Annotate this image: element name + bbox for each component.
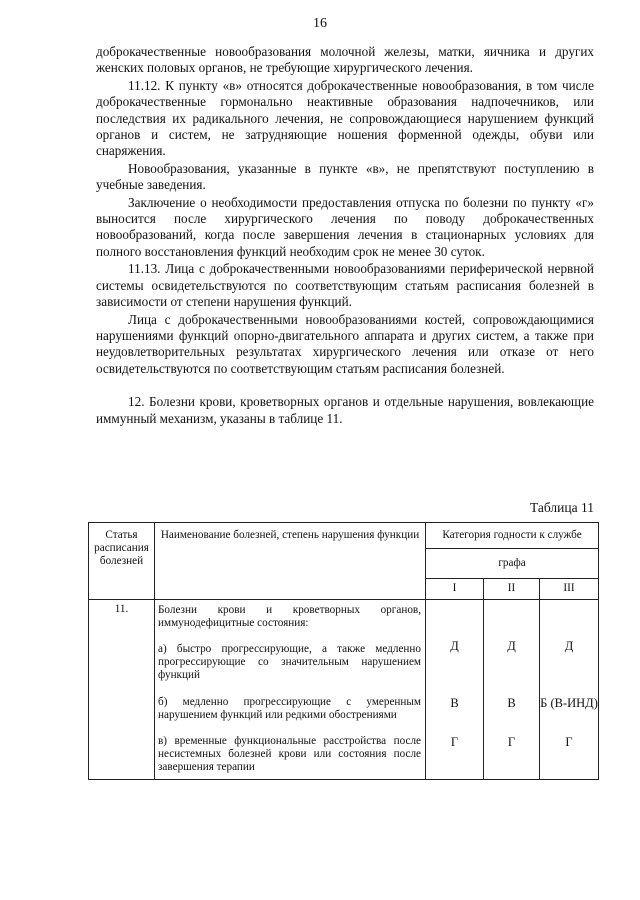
category-column-3	[540, 599, 599, 779]
header-graph: графа	[426, 549, 599, 579]
body-text	[96, 44, 594, 428]
header-column-1: I	[426, 579, 484, 599]
table-header-row	[89, 523, 599, 549]
diagnosis-item: а) быстро прогрессирующие, а также медленно прогрессирующие со значительным нарушением функций	[158, 643, 421, 682]
paragraph: 11.12. К пункту «в» относятся доброкачественные новообразования, в том числе доброкачественные гормонально неактивные образования надпочечников, или последствия их радикального лечения, не сопровождающиеся нарушением функций органов и систем, не затрудняющие ношения форменной одежды, обуви или снаряжения.	[96, 77, 594, 159]
category-column-1	[426, 599, 484, 779]
paragraph: Заключение о необходимости предоставления отпуска по болезни по пункту «г» выносится после хирургического лечения по поводу доброкачественных новообразований, когда после завершения лечения в стационарных условиях для полного восстановления функций необходим срок не менее 30 суток.	[96, 194, 594, 259]
diagnosis-item: Болезни крови и кроветворных органов, иммунодефицитные состояния:	[158, 603, 421, 629]
paragraph: 11.13. Лица с доброкачественными новообразованиями периферической нервной системы освидетельствуются по соответствующим статьям расписания болезней в зависимости от степени нарушения функций.	[96, 261, 594, 310]
header-column-2: II	[484, 579, 540, 599]
table-caption: Таблица 11	[530, 500, 594, 515]
disease-table	[88, 522, 599, 780]
header-article: Статья расписания болезней	[89, 523, 155, 600]
category-value: Б (В-ИНД)	[540, 695, 598, 710]
category-value: В	[450, 695, 459, 710]
category-value: Г	[565, 735, 573, 750]
header-disease-name: Наименование болезней, степень нарушения функции	[155, 523, 426, 600]
paragraph: Лица с доброкачественными новообразованиями костей, сопровождающимися нарушениями функций опорно-двигательного аппарата и других систем, а также при неудовлетворительных результатах хирургического лечения или отказе от него освидетельствуются по соответствующим статьям расписания болезней.	[96, 311, 594, 376]
header-category: Категория годности к службе	[426, 523, 599, 549]
article-number: 11.	[89, 599, 155, 779]
category-value: Д	[507, 638, 516, 653]
paragraph: Новообразования, указанные в пункте «в», не препятствуют поступлению в учебные заведения.	[96, 160, 594, 193]
category-value: Г	[507, 735, 516, 750]
diagnosis-item: б) медленно прогрессирующие с умеренным нарушением функций или редкими обострениями	[158, 695, 421, 721]
paragraph: доброкачественные новообразования молочной железы, матки, яичника и других женских половых органов, не требующие хирургического лечения.	[96, 44, 594, 76]
diagnosis-item: в) временные функциональные расстройства после несистемных болезней крови или состояния после завершения терапии	[158, 735, 421, 774]
table-row	[89, 599, 599, 779]
section-heading-paragraph: 12. Болезни крови, кроветворных органов и отдельные нарушения, вовлекающие иммунный механизм, указаны в таблице 11.	[96, 394, 594, 426]
category-value: Д	[564, 638, 574, 653]
category-value: Г	[450, 735, 459, 750]
page-number: 16	[313, 16, 327, 31]
header-column-3: III	[540, 579, 599, 599]
category-value: Д	[450, 638, 459, 653]
category-value: В	[507, 695, 516, 710]
diagnosis-cell	[155, 599, 426, 779]
category-column-2	[484, 599, 540, 779]
